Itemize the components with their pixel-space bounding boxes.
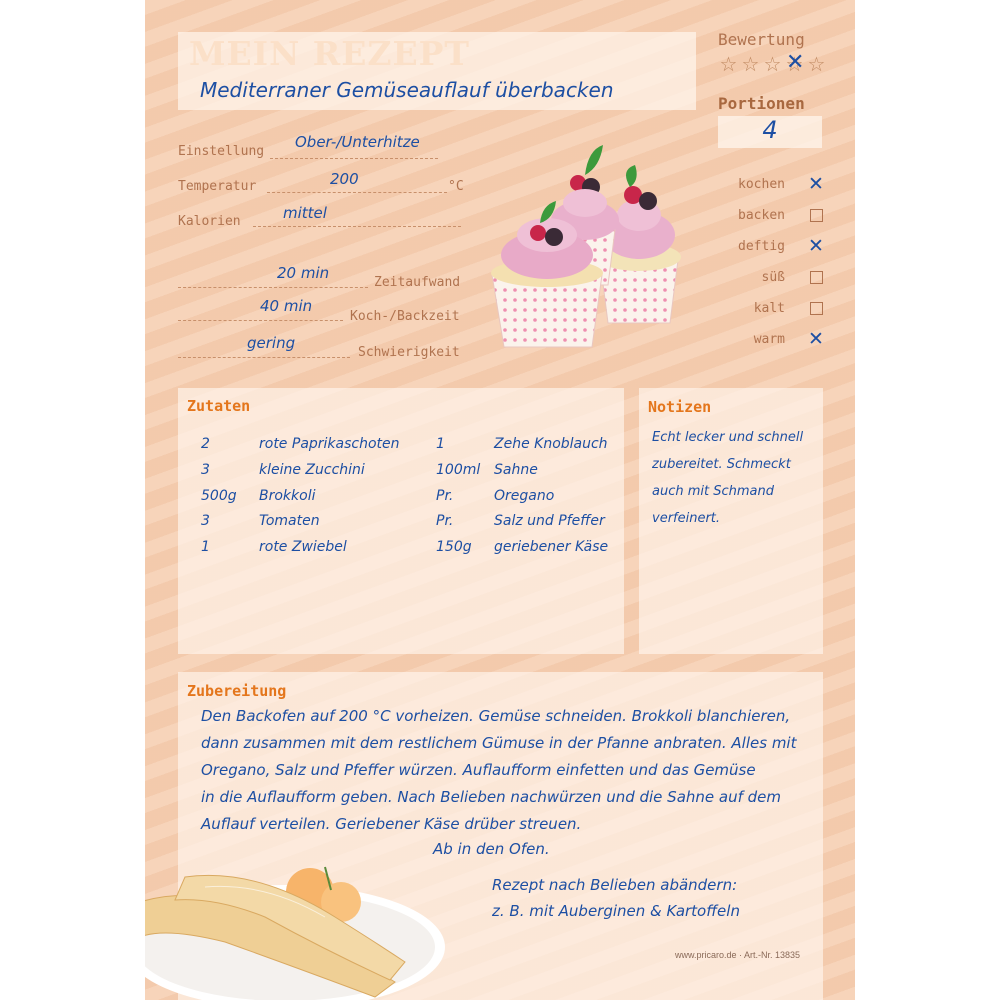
kochzeit-line xyxy=(178,320,343,321)
ing-item: geriebener Käse xyxy=(494,539,609,555)
crepes-image xyxy=(145,862,445,1000)
ing-qty: 500g xyxy=(201,488,237,504)
zeitaufwand-value[interactable]: 20 min xyxy=(277,264,330,282)
zubereitung-heading: Zubereitung xyxy=(187,682,287,700)
star-icon[interactable]: ☆ xyxy=(719,54,739,76)
ing-item: Sahne xyxy=(494,462,538,478)
zutaten-heading: Zutaten xyxy=(187,397,251,415)
recipe-card xyxy=(145,0,855,1000)
checkbox-warm[interactable] xyxy=(810,333,823,346)
checkbox-backen[interactable] xyxy=(810,209,823,222)
einstellung-value[interactable]: Ober-/Unterhitze xyxy=(295,133,420,151)
ing-item: rote Paprikaschoten xyxy=(259,436,400,452)
prep-tip: z. B. mit Auberginen & Kartoffeln xyxy=(492,902,740,920)
ing-qty: 150g xyxy=(436,539,472,555)
checkbox-kalt[interactable] xyxy=(810,302,823,315)
temperatur-label: Temperatur xyxy=(178,179,257,194)
kalorien-value[interactable]: mittel xyxy=(283,204,327,222)
ing-qty: 1 xyxy=(201,539,210,555)
note-line: auch mit Schmand xyxy=(652,484,774,499)
ing-qty: Pr. xyxy=(436,513,454,529)
star-icon[interactable]: ☆ xyxy=(741,54,761,76)
ing-item: Oregano xyxy=(494,488,555,504)
chk-label-deftig: deftig xyxy=(738,239,785,254)
star-icon[interactable]: ☆ xyxy=(807,54,827,76)
chk-label-kalt: kalt xyxy=(753,301,785,316)
checkbox-deftig[interactable] xyxy=(810,240,823,253)
temperatur-line xyxy=(267,192,447,193)
kalorien-label: Kalorien xyxy=(178,214,241,229)
star-icon[interactable]: ☆ xyxy=(763,54,783,76)
ing-item: Tomaten xyxy=(259,513,320,529)
schwierigkeit-label: Schwierigkeit xyxy=(358,345,460,360)
note-line: zubereitet. Schmeckt xyxy=(652,457,791,472)
cupcakes-image xyxy=(490,135,690,355)
prep-tip: Rezept nach Belieben abändern: xyxy=(492,876,738,894)
rating-stars[interactable] xyxy=(718,52,828,77)
kochzeit-value[interactable]: 40 min xyxy=(260,297,313,315)
chk-label-warm: warm xyxy=(753,332,785,347)
portions-value: 4 xyxy=(762,116,778,144)
prep-line: Oregano, Salz und Pfeffer würzen. Auflaufform einfetten und das Gemüse xyxy=(201,761,756,779)
ing-item: Salz und Pfeffer xyxy=(494,513,605,529)
ing-qty: Pr. xyxy=(436,488,454,504)
zeitaufwand-line xyxy=(178,287,368,288)
schwierigkeit-value[interactable]: gering xyxy=(247,334,296,352)
prep-line: in die Auflaufform geben. Nach Belieben nachwürzen und die Sahne auf dem xyxy=(201,788,782,806)
kalorien-line xyxy=(253,226,461,227)
chk-label-suess: süß xyxy=(761,270,785,285)
ing-item: Brokkoli xyxy=(259,488,316,504)
note-line: verfeinert. xyxy=(652,511,721,526)
ing-item: Zehe Knoblauch xyxy=(494,436,608,452)
card-title: MEIN REZEPT xyxy=(189,34,470,73)
prep-line: Den Backofen auf 200 °C vorheizen. Gemüse schneiden. Brokkoli blanchieren, xyxy=(201,707,791,725)
ing-qty: 3 xyxy=(201,513,210,529)
kochzeit-label: Koch-/Backzeit xyxy=(350,309,460,324)
ing-item: rote Zwiebel xyxy=(259,539,347,555)
recipe-name: Mediterraner Gemüseauflauf überbacken xyxy=(200,78,614,102)
ing-qty: 3 xyxy=(201,462,210,478)
checkbox-suess[interactable] xyxy=(810,271,823,284)
chk-label-kochen: kochen xyxy=(738,177,785,192)
schwierigkeit-line xyxy=(178,357,350,358)
footer-credit: www.pricaro.de · Art.-Nr. 13835 xyxy=(675,950,801,960)
ing-qty: 100ml xyxy=(436,462,481,478)
chk-label-backen: backen xyxy=(738,208,785,223)
checkbox-kochen[interactable] xyxy=(810,178,823,191)
temperatur-unit: °C xyxy=(448,179,464,194)
zeitaufwand-label: Zeitaufwand xyxy=(374,275,461,290)
einstellung-line xyxy=(270,158,438,159)
temperatur-value[interactable]: 200 xyxy=(330,170,359,188)
ing-qty: 1 xyxy=(436,436,445,452)
notizen-heading: Notizen xyxy=(648,398,712,416)
portions-label: Portionen xyxy=(718,94,805,113)
einstellung-label: Einstellung xyxy=(178,144,265,159)
ing-qty: 2 xyxy=(201,436,210,452)
prep-line: dann zusammen mit dem restlichem Gümuse in der Pfanne anbraten. Alles mit xyxy=(201,734,797,752)
ing-item: kleine Zucchini xyxy=(259,462,365,478)
portions-box[interactable] xyxy=(718,116,822,148)
star-icon-marked[interactable]: ☆ ✕ xyxy=(784,52,806,77)
prep-final: Ab in den Ofen. xyxy=(433,840,550,858)
note-line: Echt lecker und schnell xyxy=(652,430,804,445)
rating-label: Bewertung xyxy=(718,30,805,49)
prep-line: Auflauf verteilen. Geriebener Käse drüber streuen. xyxy=(201,815,582,833)
